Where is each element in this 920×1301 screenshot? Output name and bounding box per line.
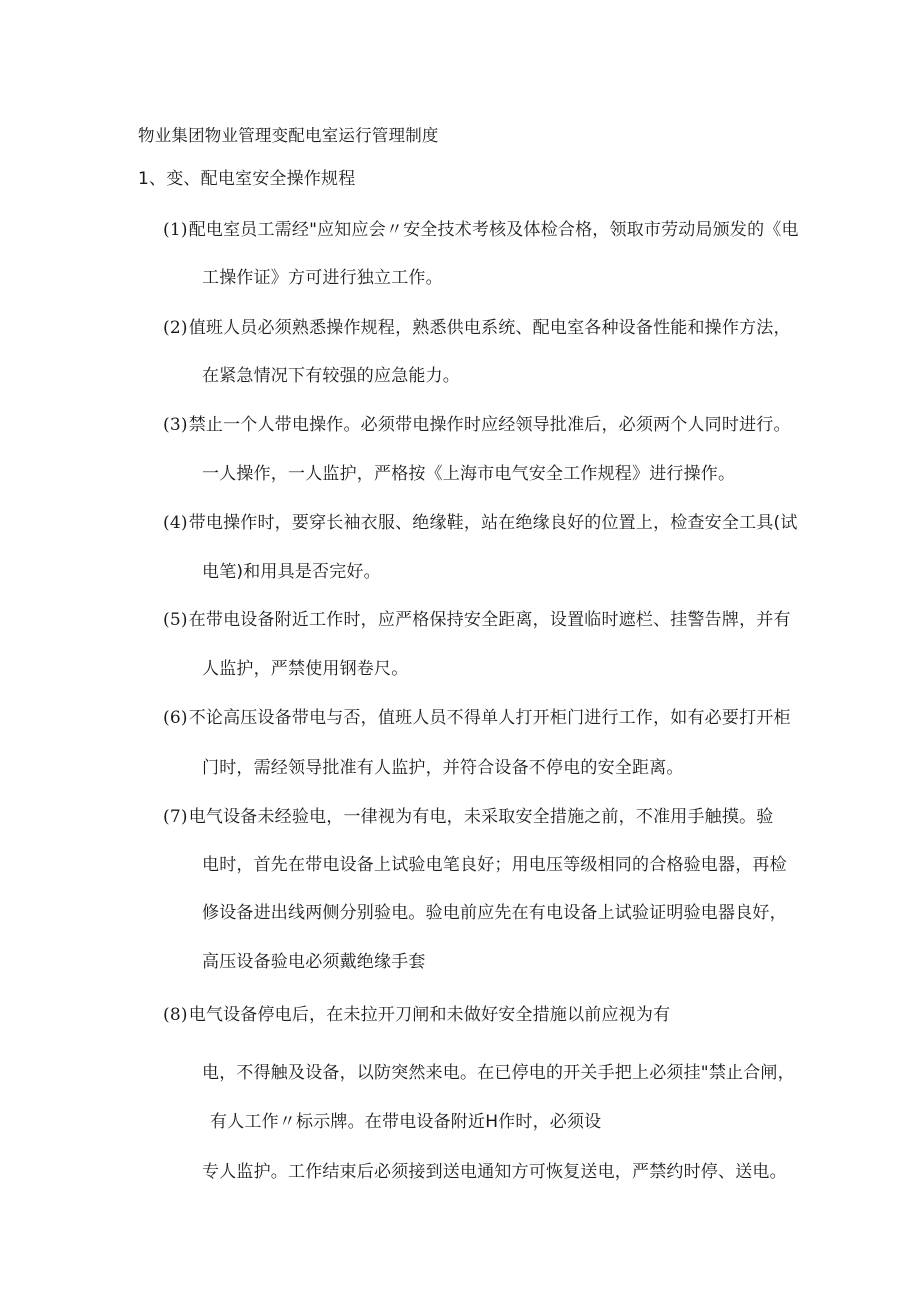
item-text: 值班人员必须熟悉操作规程，熟悉供电系统、配电室各种设备性能和操作方法， [188, 318, 791, 338]
item-text: 不论高压设备带电与否，值班人员不得单人打开柜门进行工作，如有必要打开柜 [188, 708, 791, 728]
item-1-line-2: 工操作证》方可进行独立工作。 [202, 268, 443, 288]
item-3-line-1 [163, 413, 791, 437]
item-7-line-4: 高压设备验电必须戴绝缘手套 [202, 952, 426, 972]
item-text: 配电室员工需经"应知应会〃安全技术考核及体检合格，领取市劳动局颁发的《电 [188, 220, 799, 240]
item-5-line-2: 人监护，严禁使用钢卷尺。 [202, 659, 409, 679]
section-heading: 1、变、配电室安全操作规程 [138, 169, 356, 189]
item-number: (4) [163, 513, 188, 533]
item-3-line-2: 一人操作，一人监护，严格按《上海市电气安全工作规程》进行操作。 [202, 464, 736, 484]
item-6-line-1 [163, 706, 791, 730]
item-7-line-3: 修设备进出线两侧分别验电。验电前应先在有电设备上试验证明验电器良好， [202, 903, 787, 923]
item-6-line-2: 门时，需经领导批准有人监护，并符合设备不停电的安全距离。 [202, 758, 684, 778]
item-number: (6) [163, 708, 188, 728]
item-8-line-4: 专人监护。工作结束后必须接到送电通知方可恢复送电，严禁约时停、送电。 [202, 1162, 787, 1182]
item-4-line-1 [163, 511, 798, 535]
item-2-line-1 [163, 316, 791, 340]
item-8-line-1 [163, 1003, 670, 1027]
item-8-line-2: 电，不得触及设备，以防突然来电。在已停电的开关手把上必须挂"禁止合闸， [202, 1063, 795, 1083]
item-text: 电气设备停电后，在未拉开刀闸和未做好安全措施以前应视为有 [188, 1005, 671, 1025]
item-7-line-1 [163, 805, 774, 829]
item-number: (3) [163, 415, 188, 435]
item-4-line-2: 电笔)和用具是否完好。 [202, 562, 381, 582]
item-text: 在带电设备附近工作时，应严格保持安全距离，设置临时遮栏、挂警告牌，并有 [188, 610, 791, 630]
item-text: 带电操作时，要穿长袖衣服、绝缘鞋，站在绝缘良好的位置上，检查安全工具(试 [188, 513, 798, 533]
item-number: (5) [163, 610, 188, 630]
item-number: (7) [163, 807, 188, 827]
document-title: 物业集团物业管理变配电室运行管理制度 [138, 126, 439, 145]
item-8-line-3: 有人工作〃标示牌。在带电设备附近H作时，必须设 [210, 1112, 602, 1132]
item-5-line-1 [163, 608, 791, 632]
item-number: (1) [163, 220, 188, 240]
item-1-line-1 [163, 218, 799, 242]
item-number: (2) [163, 318, 188, 338]
item-text: 电气设备未经验电，一律视为有电，未采取安全措施之前，不准用手触摸。验 [188, 807, 774, 827]
item-text: 禁止一个人带电操作。必须带电操作时应经领导批准后，必须两个人同时进行。 [188, 415, 791, 435]
item-7-line-2: 电时，首先在带电设备上试验电笔良好；用电压等级相同的合格验电器，再检 [202, 855, 787, 875]
item-2-line-2: 在紧急情况下有较强的应急能力。 [202, 366, 460, 386]
item-number: (8) [163, 1005, 188, 1025]
